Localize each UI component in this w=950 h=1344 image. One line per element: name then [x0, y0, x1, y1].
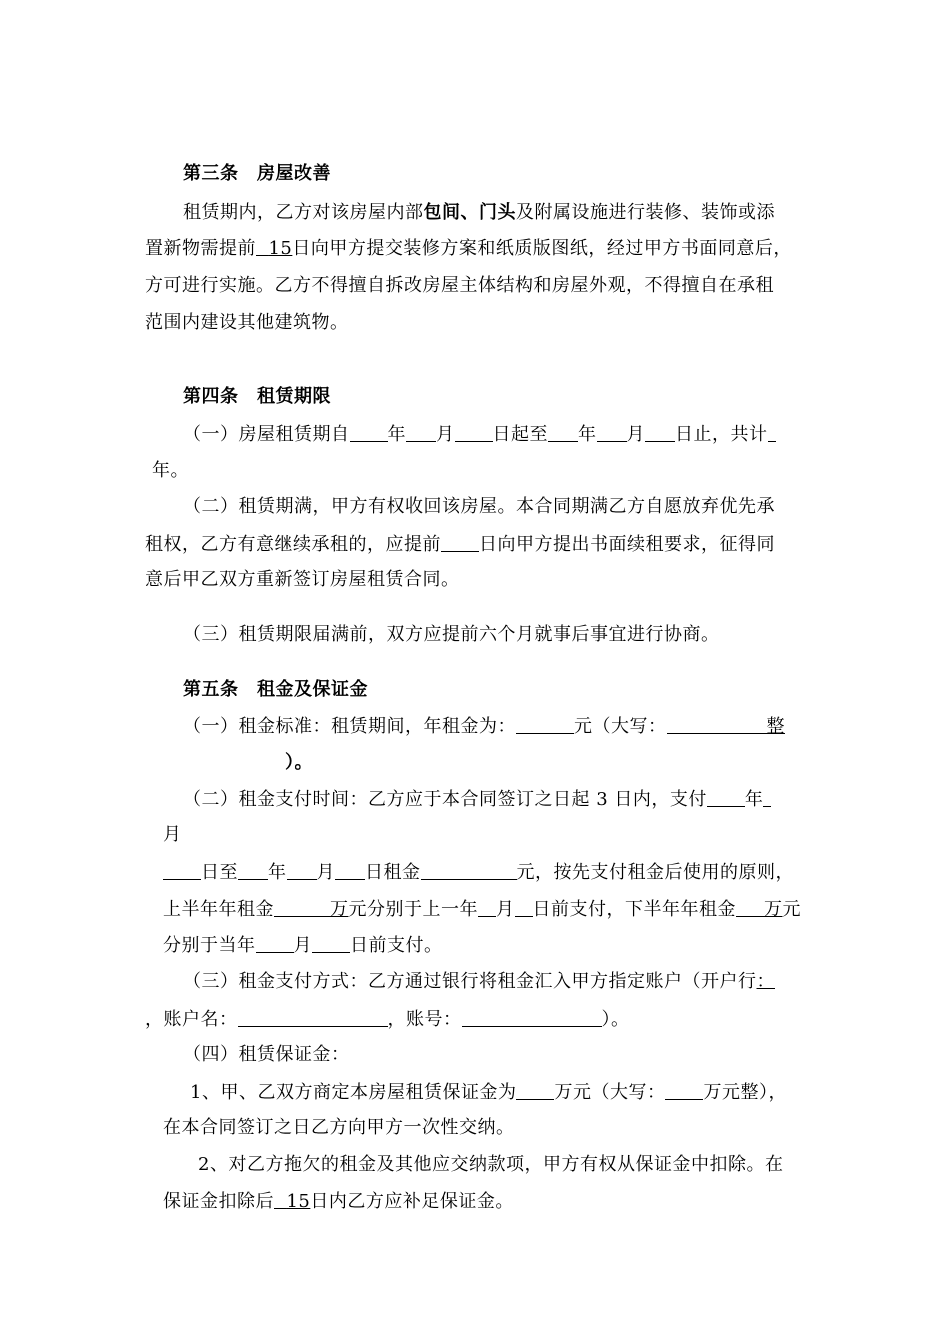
amount-blank — [516, 713, 574, 734]
article-5-clause-2-line-1 — [183, 786, 771, 813]
month-blank — [256, 932, 294, 953]
text: 日前支付，下半年年租金 — [532, 899, 736, 920]
year-blank — [238, 859, 268, 880]
text: 租权，乙方有意继续承租的，应提前 — [145, 534, 441, 555]
article-5-clause-3-line-2 — [145, 1006, 630, 1033]
text: 日向甲方提出书面续租要求，征得同 — [479, 534, 775, 555]
account-number-blank — [462, 1006, 602, 1027]
deposit-item-1-line-1 — [190, 1079, 787, 1106]
day-blank — [515, 896, 533, 917]
rent-blank — [421, 859, 517, 880]
month-blank — [478, 896, 496, 917]
text: 日起至 — [492, 424, 548, 445]
text: 日前支付。 — [350, 935, 443, 956]
text: 元（大写： — [574, 716, 667, 737]
month-blank — [763, 786, 771, 807]
text: 年 — [578, 424, 597, 445]
bold-text: 包间、门头 — [423, 202, 516, 223]
deposit-item-2-line-2 — [163, 1189, 514, 1215]
deposit-item-1-line-2: 在本合同签订之日乙方向甲方一次性交纳。 — [163, 1117, 515, 1138]
amount-blank — [274, 896, 330, 917]
days-blank — [256, 238, 292, 259]
text: 日向甲方提交装修方案和纸质版图纸，经过甲方书面同意后， — [292, 238, 792, 259]
year-blank — [350, 421, 388, 442]
text: 日止，共计 — [675, 424, 768, 445]
text: 月 — [496, 899, 515, 920]
days-value: 15 — [268, 238, 293, 259]
text: 元，按先支付租金后使用的原则， — [516, 862, 794, 883]
text: 月 — [293, 935, 312, 956]
article-5-clause-3-line-1 — [183, 969, 775, 995]
text: （三）租金支付方式：乙方通过银行将租金汇入甲方指定账户（开户行 — [183, 971, 757, 992]
text: （一）房屋租赁期自 — [183, 424, 350, 445]
text: 元 — [782, 899, 801, 920]
account-name-blank — [238, 1006, 388, 1027]
text: 年 — [387, 424, 406, 445]
year-blank — [548, 421, 578, 442]
text: 月 — [626, 424, 645, 445]
text: 万元（大写： — [554, 1082, 666, 1103]
deposit-blank — [516, 1079, 554, 1100]
year-blank — [707, 786, 745, 807]
text: ）。 — [601, 1009, 630, 1030]
years-blank — [768, 421, 776, 442]
text: （二）租金支付时间：乙方应于本合同签订之日起 3 日内，支付 — [183, 789, 707, 810]
article-3-line-3: 方可进行实施。乙方不得擅自拆改房屋主体结构和房屋外观，不得擅自在承租 — [145, 275, 774, 296]
article-4-clause-3: （三）租赁期限届满前，双方应提前六个月就事后事宜进行协商。 — [183, 624, 720, 645]
days-value: 15 — [286, 1191, 311, 1212]
text: 日内乙方应补足保证金。 — [310, 1191, 514, 1212]
article-4-clause-1-end: 年。 — [152, 460, 189, 481]
article-5-clause-2-line-5 — [163, 932, 443, 959]
day-blank — [335, 859, 365, 880]
day-blank — [163, 859, 201, 880]
text: 1、甲、乙双方商定本房屋租赁保证金为 — [190, 1082, 517, 1103]
text: 月 — [436, 424, 455, 445]
text: 租赁期内，乙方对该房屋内部 — [183, 202, 424, 223]
deposit-item-2-line-1: 2、对乙方拖欠的租金及其他应交纳款项，甲方有权从保证金中扣除。在 — [198, 1154, 784, 1175]
text: 整 — [766, 716, 785, 737]
article-5-clause-1 — [183, 713, 785, 740]
month-blank — [406, 421, 436, 442]
text: 万 — [330, 899, 349, 920]
article-5-clause-4: （四）租赁保证金： — [183, 1044, 350, 1065]
text: 年 — [268, 862, 287, 883]
days-blank — [441, 531, 479, 552]
text: 万 — [764, 899, 783, 920]
text: 年 — [744, 789, 764, 810]
text: 分别于当年 — [163, 935, 256, 956]
text: 元分别于上一年 — [348, 899, 478, 920]
text: ，账号： — [387, 1009, 462, 1030]
text: （一）租金标准：租赁期间，年租金为： — [183, 716, 516, 737]
article-3-line-4: 范围内建设其他建筑物。 — [145, 312, 349, 333]
article-5-clause-2-line-3 — [163, 859, 794, 886]
article-5-clause-1-close: ）。 — [285, 752, 313, 773]
day-blank — [312, 932, 350, 953]
text: ，账户名： — [145, 1009, 238, 1030]
amount-words-blank — [667, 713, 767, 734]
article-4-clause-2-line-1: （二）租赁期满，甲方有权收回该房屋。本合同期满乙方自愿放弃优先承 — [183, 496, 775, 517]
article-3-title: 第三条 房屋改善 — [183, 163, 331, 184]
text: 保证金扣除后 — [163, 1191, 274, 1212]
text: 置新物需提前 — [145, 238, 256, 259]
article-3-line-1 — [183, 200, 775, 226]
month-blank — [597, 421, 627, 442]
text: 日至 — [201, 862, 238, 883]
article-5-clause-2-line-4 — [163, 896, 801, 923]
day-blank — [645, 421, 675, 442]
text: ： — [756, 971, 775, 992]
article-4-clause-2-line-2 — [145, 531, 775, 558]
article-4-clause-2-line-3: 意后甲乙双方重新签订房屋租赁合同。 — [145, 569, 460, 590]
article-5-title: 第五条 租金及保证金 — [183, 679, 368, 700]
deposit-words-blank — [665, 1079, 703, 1100]
text: 及附属设施进行装修、装饰或添 — [516, 202, 775, 223]
amount-blank — [736, 896, 764, 917]
article-4-title: 第四条 租赁期限 — [183, 386, 331, 407]
text: 上半年年租金 — [163, 899, 274, 920]
article-5-clause-2-line-2: 月 — [163, 824, 182, 845]
month-blank — [287, 859, 317, 880]
day-blank — [455, 421, 493, 442]
days-blank — [274, 1191, 310, 1212]
text: 日租金 — [365, 862, 421, 883]
article-3-line-2 — [145, 236, 792, 262]
text: 万元整）， — [703, 1082, 787, 1103]
article-4-clause-1 — [183, 421, 776, 448]
text: 月 — [316, 862, 335, 883]
